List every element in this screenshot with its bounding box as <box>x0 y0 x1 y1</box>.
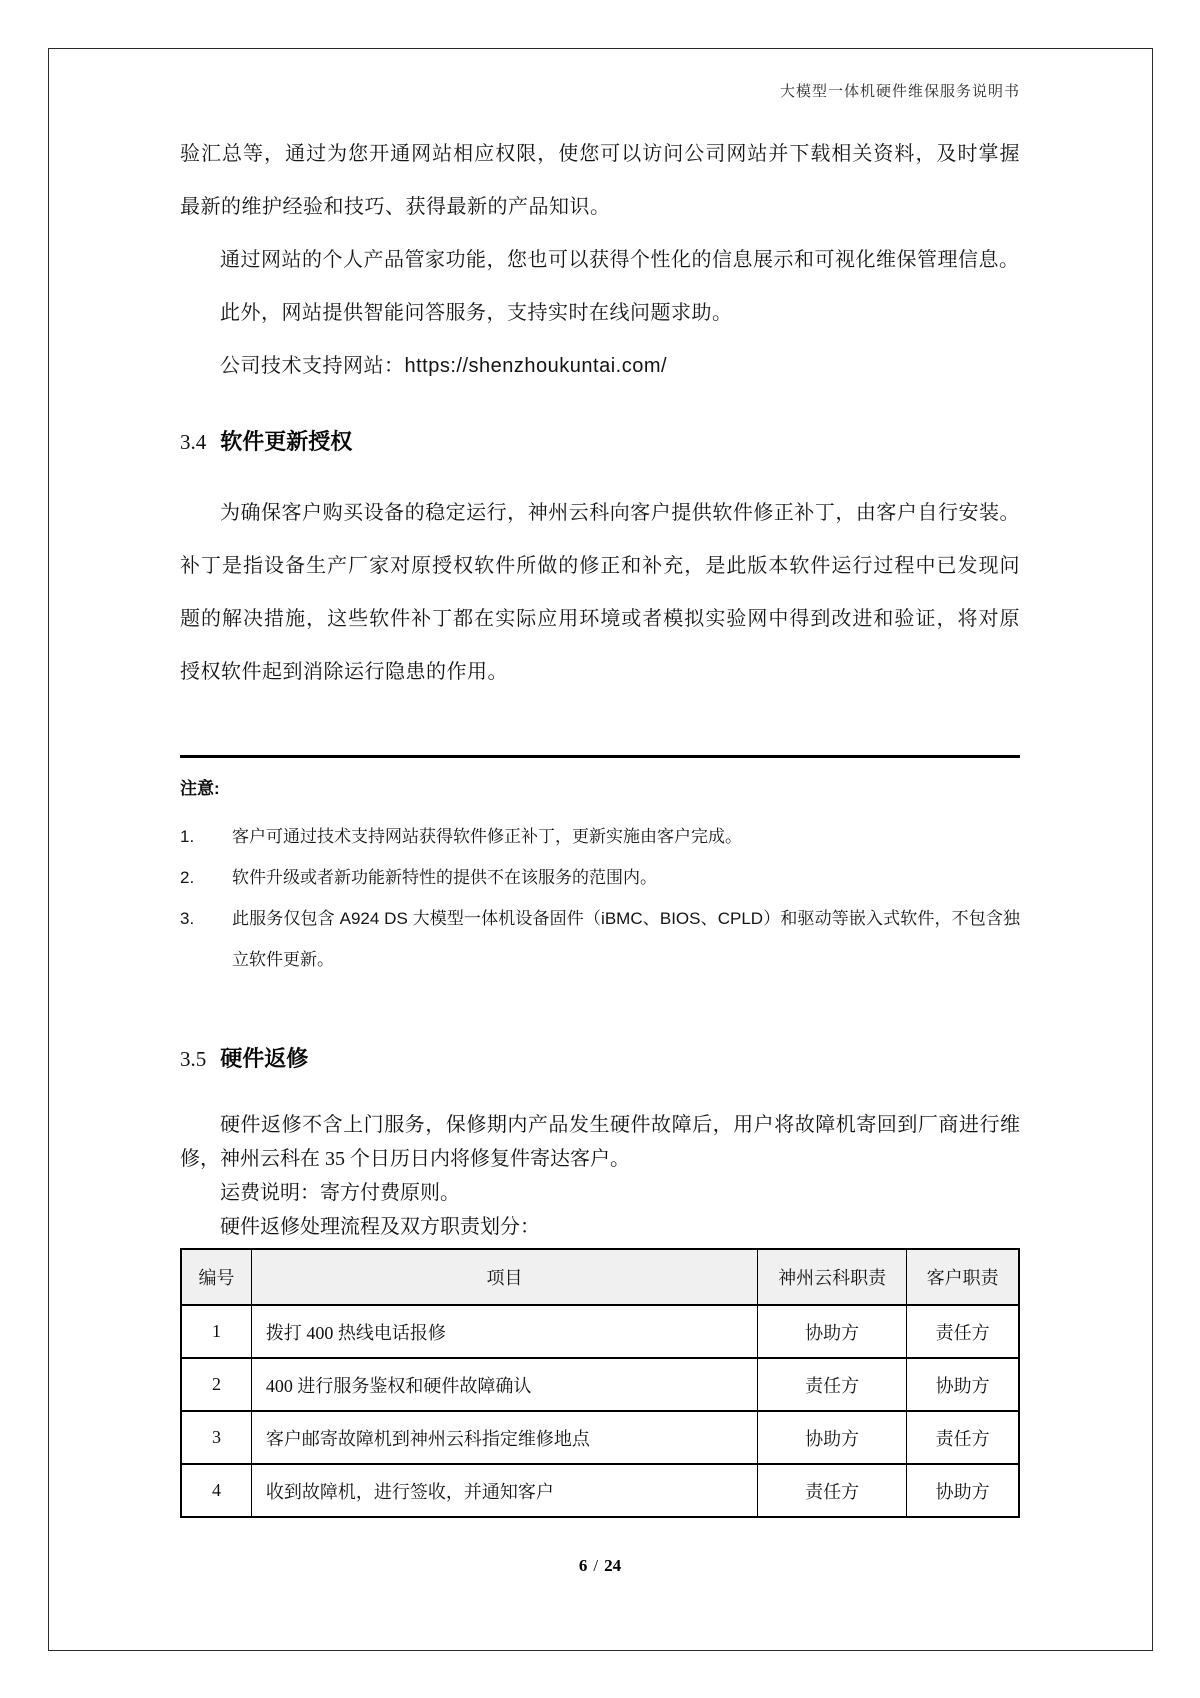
note-label: 注意: <box>180 779 220 798</box>
note-item <box>180 898 1020 980</box>
cell-vendor-duty: 协助方 <box>758 1411 907 1464</box>
cell-number: 4 <box>181 1464 251 1517</box>
paragraph-support-website-url: 公司技术支持网站：https://shenzhoukuntai.com/ <box>220 355 668 377</box>
note-item-number: 3. <box>180 909 195 928</box>
section-3-5-number: 3.5 <box>180 1047 207 1071</box>
cell-number: 2 <box>181 1358 251 1411</box>
cell-number: 1 <box>181 1305 251 1358</box>
footer-page-number: 6 <box>578 1556 588 1575</box>
column-header-vendor-duty: 神州云科职责 <box>758 1249 907 1305</box>
note-divider-rule <box>180 755 1020 758</box>
note-item-text: 客户可通过技术支持网站获得软件修正补丁，更新实施由客户完成。 <box>232 827 742 846</box>
note-item <box>180 816 1020 857</box>
section-3-4-number: 3.4 <box>180 430 207 454</box>
column-header-item: 项目 <box>251 1249 757 1305</box>
note-item-number: 2. <box>180 868 195 887</box>
cell-vendor-duty: 协助方 <box>758 1305 907 1358</box>
section-3-4-title: 软件更新授权 <box>220 429 353 454</box>
section-3-5-heading <box>180 1044 1020 1074</box>
paragraph-shipping-fee: 运费说明：寄方付费原则。 <box>220 1182 460 1204</box>
cell-customer-duty: 责任方 <box>907 1411 1019 1464</box>
cell-vendor-duty: 责任方 <box>758 1358 907 1411</box>
table-row <box>181 1464 1019 1517</box>
paragraph-qa-service: 此外，网站提供智能问答服务，支持实时在线问题求助。 <box>220 302 733 324</box>
note-item-number: 1. <box>180 827 195 846</box>
cell-item: 客户邮寄故障机到神州云科指定维修地点 <box>251 1411 757 1464</box>
table-row <box>181 1305 1019 1358</box>
note-list <box>180 816 1020 980</box>
paragraph-table-intro: 硬件返修处理流程及双方职责划分： <box>220 1216 540 1238</box>
note-item-gap <box>210 857 232 898</box>
cell-item: 拨打 400 热线电话报修 <box>251 1305 757 1358</box>
cell-item: 400 进行服务鉴权和硬件故障确认 <box>251 1358 757 1411</box>
section-3-5-body <box>180 1108 1020 1244</box>
table-row <box>181 1411 1019 1464</box>
cell-customer-duty: 责任方 <box>907 1305 1019 1358</box>
note-item <box>180 857 1020 898</box>
section-3-4-heading <box>180 427 1020 457</box>
table-row <box>181 1358 1019 1411</box>
page-footer <box>180 1556 1020 1576</box>
footer-total-pages: 24 <box>604 1556 622 1575</box>
column-header-customer-duty: 客户职责 <box>907 1249 1019 1305</box>
paragraph-product-manager: 通过网站的个人产品管家功能，您也可以获得个性化的信息展示和可视化维保管理信息。 <box>220 249 1020 271</box>
paragraph-continuation: 验汇总等，通过为您开通网站相应权限，使您可以访问公司网站并下载相关资料，及时掌握最新的维护经验和技巧、获得最新的产品知识。 <box>180 143 1020 218</box>
section-3-4-body: 为确保客户购买设备的稳定运行，神州云科向客户提供软件修正补丁，由客户自行安装。补丁是指设备生产厂家对原授权软件所做的修正和补充，是此版本软件运行过程中已发现问题的解决措施，这些软件补丁都在实际应用环境或者模拟实验网中得到改进和验证，将对原授权软件起到消除运行隐患的作用。 <box>180 502 1020 683</box>
document-header-title: 大模型一体机硬件维保服务说明书 <box>779 84 1020 100</box>
table-header-row <box>181 1249 1019 1305</box>
note-item-text: 此服务仅包含 A924 DS 大模型一体机设备固件（iBMC、BIOS、CPLD）和驱动等嵌入式软件，不包含独立软件更新。 <box>232 909 1020 969</box>
cell-item: 收到故障机，进行签收，并通知客户 <box>251 1464 757 1517</box>
column-header-number: 编号 <box>181 1249 251 1305</box>
note-item-gap <box>210 816 232 857</box>
paragraph-return-repair: 硬件返修不含上门服务，保修期内产品发生硬件故障后，用户将故障机寄回到厂商进行维修，神州云科在 35 个日历日内将修复件寄达客户。 <box>180 1114 1020 1170</box>
footer-separator: / <box>593 1556 599 1575</box>
cell-vendor-duty: 责任方 <box>758 1464 907 1517</box>
page-content <box>180 0 1020 1576</box>
cell-number: 3 <box>181 1411 251 1464</box>
note-item-gap <box>210 898 232 980</box>
cell-customer-duty: 协助方 <box>907 1464 1019 1517</box>
section-3-5-title: 硬件返修 <box>220 1046 309 1071</box>
responsibilities-table <box>180 1248 1020 1518</box>
cell-customer-duty: 协助方 <box>907 1358 1019 1411</box>
note-item-text: 软件升级或者新功能新特性的提供不在该服务的范围内。 <box>232 868 657 887</box>
intro-section <box>180 128 1020 393</box>
